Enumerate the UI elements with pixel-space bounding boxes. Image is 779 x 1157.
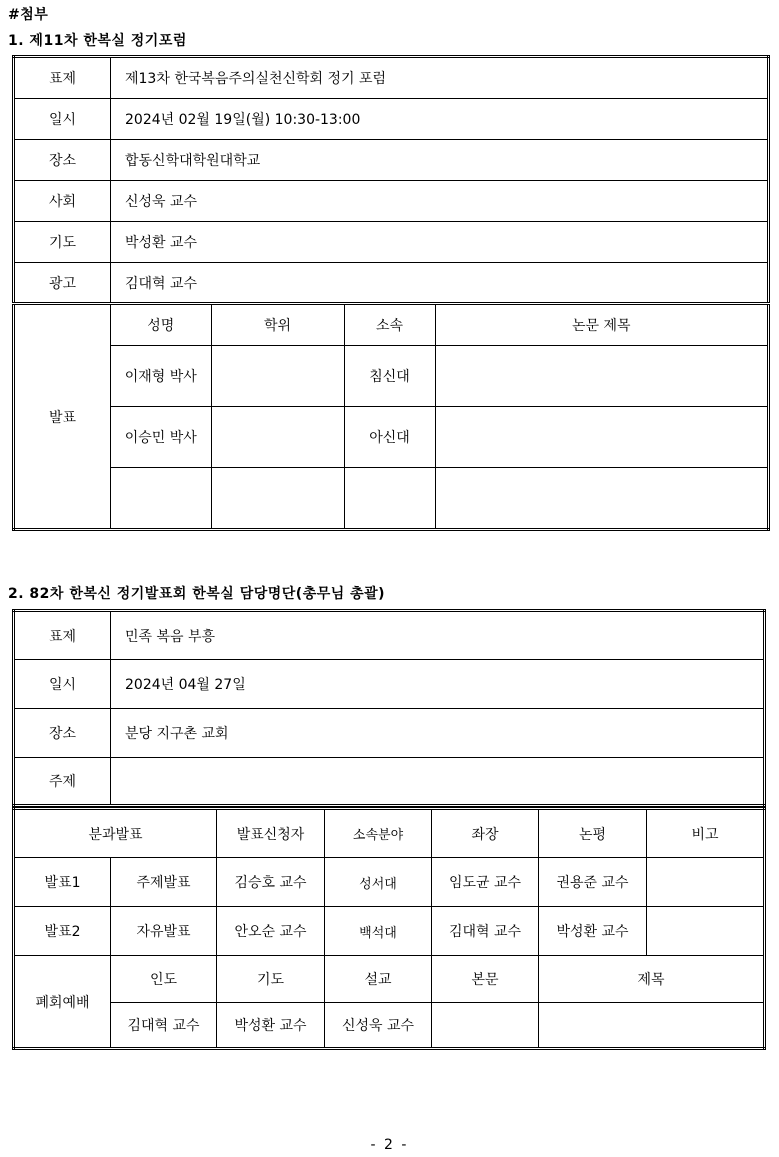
presentation-table: [111, 305, 767, 528]
cell-affiliation: 아신대: [344, 406, 435, 467]
forum-row-place: [14, 140, 769, 181]
cell-applicant: 안오순 교수: [217, 907, 325, 956]
row-label: 표제: [14, 57, 111, 99]
cell-chair: 김대혁 교수: [432, 907, 539, 956]
row-value: 박성환 교수: [111, 222, 769, 263]
row-value: 2024년 04월 27일: [111, 660, 765, 709]
cell-degree: [211, 467, 344, 528]
meeting-row-date: [14, 660, 765, 709]
row-value: 2024년 02월 19일(월) 10:30-13:00: [111, 99, 769, 140]
col-header-leader: 인도: [111, 956, 217, 1003]
cell-paper-title: [435, 467, 767, 528]
col-header-chair: 좌장: [432, 809, 539, 858]
cell-leader: 김대혁 교수: [111, 1003, 217, 1049]
cell-presentation-type: 자유발표: [111, 907, 217, 956]
col-header-prayer: 기도: [217, 956, 325, 1003]
cell-affiliation: 침신대: [344, 345, 435, 406]
cell-prayer: 박성환 교수: [217, 1003, 325, 1049]
closing-header-row: [14, 956, 765, 1003]
row-value: 제13차 한국복음주의실천신학회 정기 포럼: [111, 57, 769, 99]
row-value: 민족 복음 부흥: [111, 611, 765, 660]
closing-values-row: [14, 1003, 765, 1049]
cell-chair: 임도균 교수: [432, 858, 539, 907]
row-label: 기도: [14, 222, 111, 263]
cell-name: 이재형 박사: [111, 345, 211, 406]
col-header-applicant: 발표신청자: [217, 809, 325, 858]
cell-presentation-type: 주제발표: [111, 858, 217, 907]
row-label: 장소: [14, 140, 111, 181]
closing-label: 폐회예배: [14, 956, 111, 1049]
cell-field: 백석대: [325, 907, 432, 956]
col-header-affiliation: 소속: [344, 305, 435, 345]
cell-review: 권용준 교수: [539, 858, 647, 907]
row-label: 주제: [14, 758, 111, 806]
table-row: [111, 467, 767, 528]
meeting-row-title: [14, 611, 765, 660]
forum-row-announcement: [14, 263, 769, 304]
cell-affiliation: [344, 467, 435, 528]
cell-presentation-label: 발표1: [14, 858, 111, 907]
table-row: [111, 345, 767, 406]
row-label: 장소: [14, 709, 111, 758]
cell-applicant: 김승호 교수: [217, 858, 325, 907]
page-number: - 2 -: [370, 1137, 409, 1153]
cell-name: [111, 467, 211, 528]
row-value: 김대혁 교수: [111, 263, 769, 304]
row-value: 합동신학대학원대학교: [111, 140, 769, 181]
col-header-sermon: 설교: [325, 956, 432, 1003]
forum-table: [12, 55, 770, 531]
col-header-text: 본문: [432, 956, 539, 1003]
cell-review: 박성환 교수: [539, 907, 647, 956]
section2-heading: 2. 82차 한복신 정기발표회 한복실 담당명단(총무님 총괄): [8, 586, 386, 602]
cell-note: [647, 907, 765, 956]
forum-row-title: [14, 57, 769, 99]
cell-text: [432, 1003, 539, 1049]
col-header-review: 논평: [539, 809, 647, 858]
cell-paper-title: [435, 406, 767, 467]
section1-heading: 1. 제11차 한복실 정기포럼: [8, 33, 187, 49]
col-header-name: 성명: [111, 305, 211, 345]
cell-presentation-label: 발표2: [14, 907, 111, 956]
col-header-field: 소속분야: [325, 809, 432, 858]
col-header-note: 비고: [647, 809, 765, 858]
row-label: 광고: [14, 263, 111, 304]
cell-paper-title: [435, 345, 767, 406]
forum-row-presentation: [14, 304, 769, 530]
row-label: 표제: [14, 611, 111, 660]
cell-name: 이승민 박사: [111, 406, 211, 467]
session-table: [12, 807, 766, 1050]
session-header-row: [14, 809, 765, 858]
row-label: 일시: [14, 99, 111, 140]
meeting-row-place: [14, 709, 765, 758]
cell-sermon: 신성욱 교수: [325, 1003, 432, 1049]
cell-sermon-title: [539, 1003, 765, 1049]
table-row: [14, 907, 765, 956]
row-value: 분당 지구촌 교회: [111, 709, 765, 758]
row-label: 사회: [14, 181, 111, 222]
col-header-paper-title: 논문 제목: [435, 305, 767, 345]
row-label: 일시: [14, 660, 111, 709]
cell-note: [647, 858, 765, 907]
forum-row-date: [14, 99, 769, 140]
col-header-sermon-title: 제목: [539, 956, 765, 1003]
col-header-session: 분과발표: [14, 809, 217, 858]
table-row: [14, 858, 765, 907]
meeting-row-theme: [14, 758, 765, 806]
table-row: [111, 406, 767, 467]
meeting-info-table: [12, 609, 766, 807]
row-value: 신성욱 교수: [111, 181, 769, 222]
forum-row-host: [14, 181, 769, 222]
forum-row-prayer: [14, 222, 769, 263]
cell-degree: [211, 406, 344, 467]
row-value: [111, 758, 765, 806]
presentation-header-row: [111, 305, 767, 345]
cell-field: 성서대: [325, 858, 432, 907]
attachment-label: #첨부: [8, 7, 49, 23]
row-label: 발표: [14, 304, 111, 530]
cell-degree: [211, 345, 344, 406]
col-header-degree: 학위: [211, 305, 344, 345]
